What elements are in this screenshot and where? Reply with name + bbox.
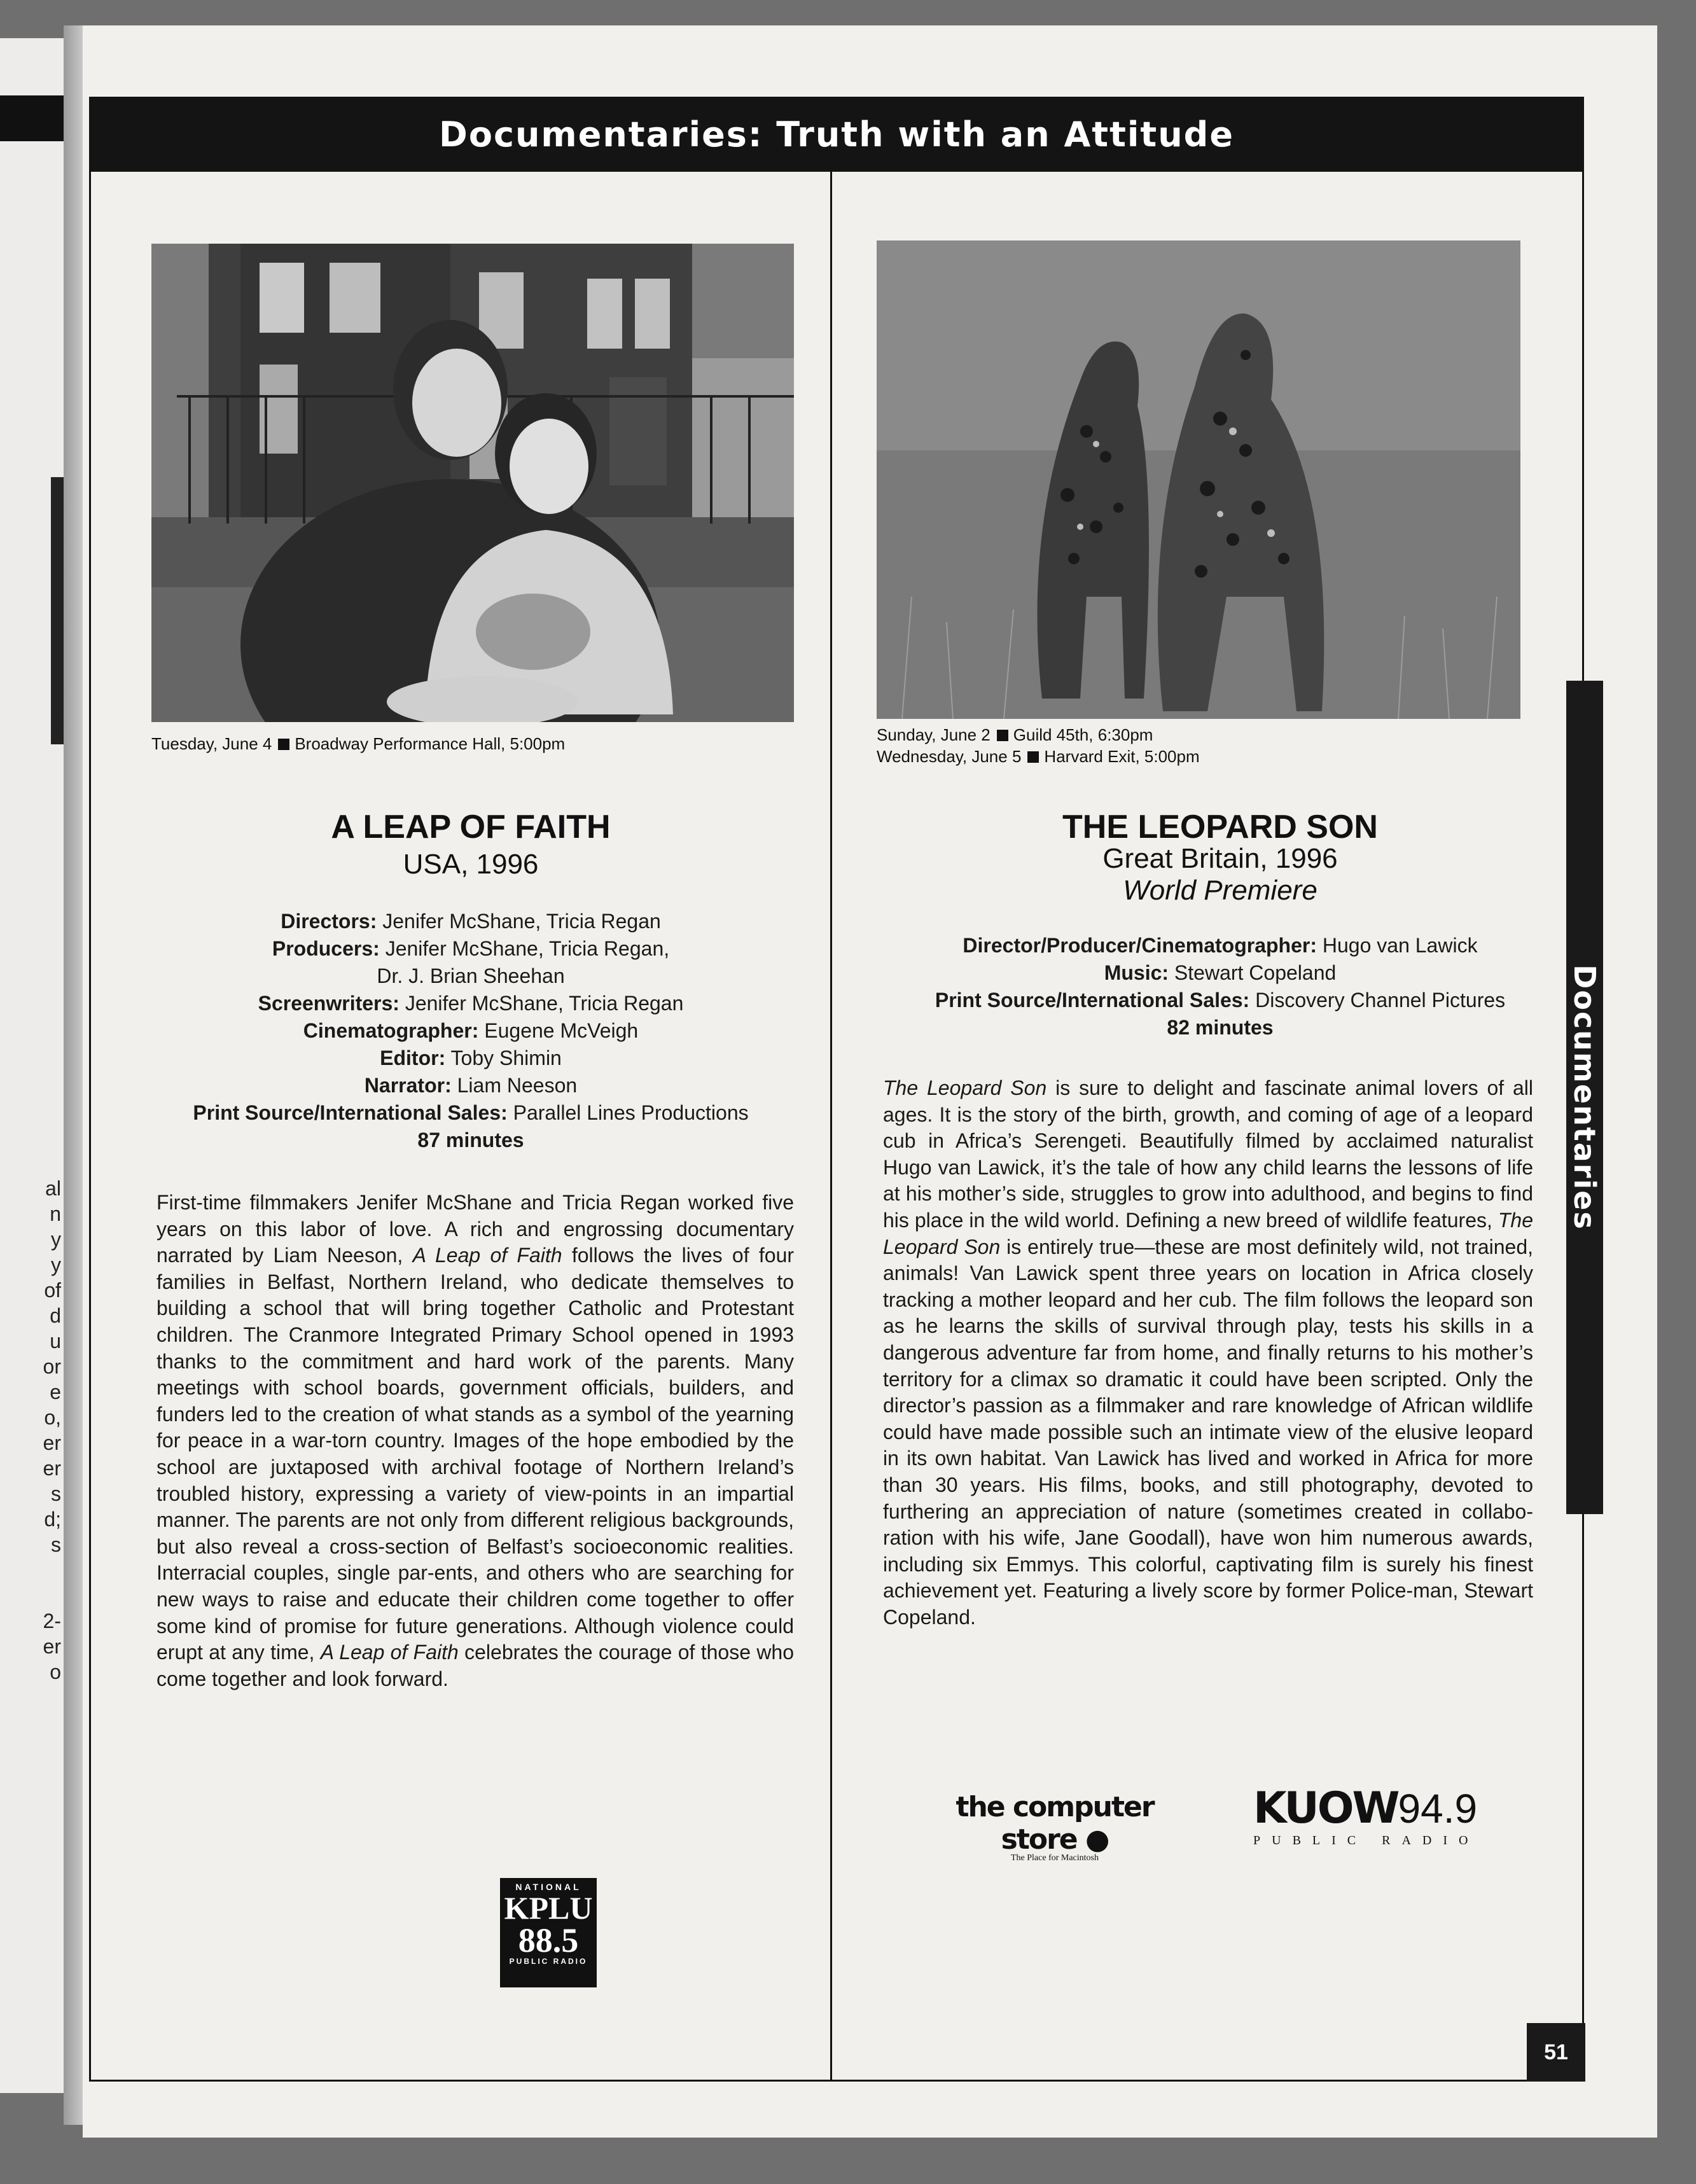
credit-row: Screenwriters: Jenifer McShane, Tricia Regan (258, 992, 684, 1015)
apple-icon: ● (1085, 1823, 1109, 1856)
film-title: A LEAP OF FAITH (331, 809, 611, 845)
screening-date: Sunday, June 2 (877, 725, 990, 744)
credit-row: Dr. J. Brian Sheehan (377, 964, 565, 987)
previous-page-text-fragment: e (50, 1381, 61, 1403)
previous-page-text-fragment: of (44, 1279, 61, 1302)
section-side-tab: Documentaries (1566, 681, 1603, 1514)
previous-page-text-fragment: 2- (43, 1610, 61, 1632)
previous-page-text-fragment: d (50, 1304, 61, 1327)
film-still-leopard-son (877, 240, 1520, 719)
previous-page-text-fragment: n (50, 1202, 61, 1225)
film-title: THE LEOPARD SON (1062, 809, 1378, 845)
film-origin: Great Britain, 1996 (1102, 843, 1338, 874)
credit-row: Music: Stewart Copeland (1104, 961, 1337, 984)
previous-page-text-fragment: y (51, 1228, 61, 1251)
screening-venue: Guild 45th, 6:30pm (1013, 725, 1153, 744)
film-credits (134, 908, 808, 1154)
bullet-square-icon (278, 739, 289, 750)
column-divider (830, 172, 832, 2080)
credit-row: Narrator: Liam Neeson (364, 1074, 578, 1097)
previous-page-text-fragment: er (43, 1431, 61, 1454)
page-number: 51 (1527, 2023, 1585, 2082)
film-origin: USA, 1996 (403, 849, 539, 880)
previous-page-text-fragment: d; (44, 1508, 61, 1531)
computer-store-logo: the computer store ● The Place for Macintosh (956, 1791, 1154, 1863)
film-runtime: 82 minutes (1167, 1016, 1274, 1039)
credit-row: Directors: Jenifer McShane, Tricia Regan (281, 910, 661, 933)
screening-info (877, 724, 1200, 767)
screening-info (151, 733, 565, 755)
film-description: First-time filmmakers Jenifer McShane and Tricia Regan worked five years on this labor of love. A rich and engrossing documentary narrated by Liam Neeson, A Leap of Faith follows the lives of four families in Belfast, Northern Ireland, who dedicate themselves to building a school that will bring together Catholic and Protestant children. The Cranmore Integrated Primary School opened in 1993 thanks to the commitment and hard work of the parents. Many meetings with school boards, government officials, builders, and funders led to the creation of what stands as a symbol of the yearning for peace in a war-torn country. Images of the hope embodied by the school are juxtaposed with archival footage of Northern Ireland’s troubled history, expressing a variety of view-points in an impartial manner. The parents are not only from different religious backgrounds, but also reveal a cross-section of Belfast’s socioeconomic realities. Interracial couples, single par-ents, and others who are searching for new ways to raise and educate their children come together to offer some kind of promise for future generations. Although violence could erupt at any time, A Leap of Faith celebrates the courage of those who come together and look forward. (156, 1191, 795, 1690)
film-still-leap-of-faith (151, 244, 794, 722)
page-header: Documentaries: Truth with an Attitude (89, 97, 1584, 172)
previous-page-text-fragment: o (50, 1660, 61, 1683)
kplu-logo: NATIONAL KPLU 88.5 PUBLIC RADIO (500, 1878, 597, 1987)
previous-page-text-fragment: y (51, 1253, 61, 1276)
previous-page-text-fragment: er (43, 1457, 61, 1480)
film-runtime: 87 minutes (417, 1129, 524, 1151)
credit-row: Producers: Jenifer McShane, Tricia Regan, (272, 937, 670, 960)
previous-page-text-fragment: o, (44, 1406, 61, 1429)
previous-page-text-fragment: or (43, 1355, 61, 1378)
bullet-square-icon (997, 730, 1008, 741)
magazine-page (83, 25, 1657, 2138)
screening-venue: Harvard Exit, 5:00pm (1044, 747, 1200, 766)
film-credits (877, 932, 1564, 1041)
bullet-square-icon (1027, 751, 1039, 763)
film-description: The Leopard Son is sure to delight and fascinate animal lovers of all ages. It is the story of the birth, growth, and coming of age of a leopard cub in Africa’s Serengeti. Beautifully filmed by acclaimed naturalist Hugo van Lawick, it’s the tale of how any child learns the lessons of life at his mother’s side, struggles to grow into adulthood, and begins to find his place in the wild world. Defining a new breed of wildlife features, The Leopard Son is entirely true—these are most definitely wild, not trained, animals! Van Lawick spent three years on location in Africa closely tracking a mother leopard and her cub. The film follows the leopard son as he learns the skills of survival through play, tests his skills in a dangerous adventure far from home, and finally returns to his mother’s territory for a climax so dramatic it could have been scripted. Only the director’s passion as a filmmaker and rare knowledge of African wildlife could have made possible such an intimate view of the elusive leopard in its own habitat. Van Lawick has lived and worked in Africa for more than 30 years. His films, books, and still photography, devoted to furthering an appreciation of nature (sometimes created in collabo-ration with his wife, Jane Goodall), have won him numerous awards, including six Emmys. This colorful, captivating film is surely his finest achievement yet. Featuring a lively score by former Police-man, Stewart Copeland. (883, 1076, 1534, 1629)
credit-row: Editor: Toby Shimin (380, 1047, 562, 1069)
previous-page-text-fragment: al (45, 1177, 61, 1200)
kuow-logo: KUOW94.9 PUBLIC RADIO (1253, 1783, 1480, 1847)
previous-page-edge (0, 38, 64, 2093)
screening-date: Wednesday, June 5 (877, 747, 1022, 766)
credit-row: Cinematographer: Eugene McVeigh (303, 1019, 639, 1042)
film-premiere-note: World Premiere (1123, 875, 1317, 906)
previous-page-header-bar (0, 95, 64, 141)
previous-page-text-fragment: u (50, 1330, 61, 1353)
credit-row: Print Source/International Sales: Discovery Channel Pictures (935, 989, 1506, 1012)
previous-page-text-fragment: s (51, 1482, 61, 1505)
credit-row: Director/Producer/Cinematographer: Hugo van Lawick (963, 934, 1478, 957)
screening-date: Tuesday, June 4 (151, 734, 272, 753)
credit-row: Print Source/International Sales: Parallel Lines Productions (193, 1101, 749, 1124)
previous-page-text-fragment: s (51, 1533, 61, 1556)
screening-venue: Broadway Performance Hall, 5:00pm (295, 734, 566, 753)
previous-page-side-tab (51, 477, 64, 744)
previous-page-text-fragment: er (43, 1635, 61, 1658)
